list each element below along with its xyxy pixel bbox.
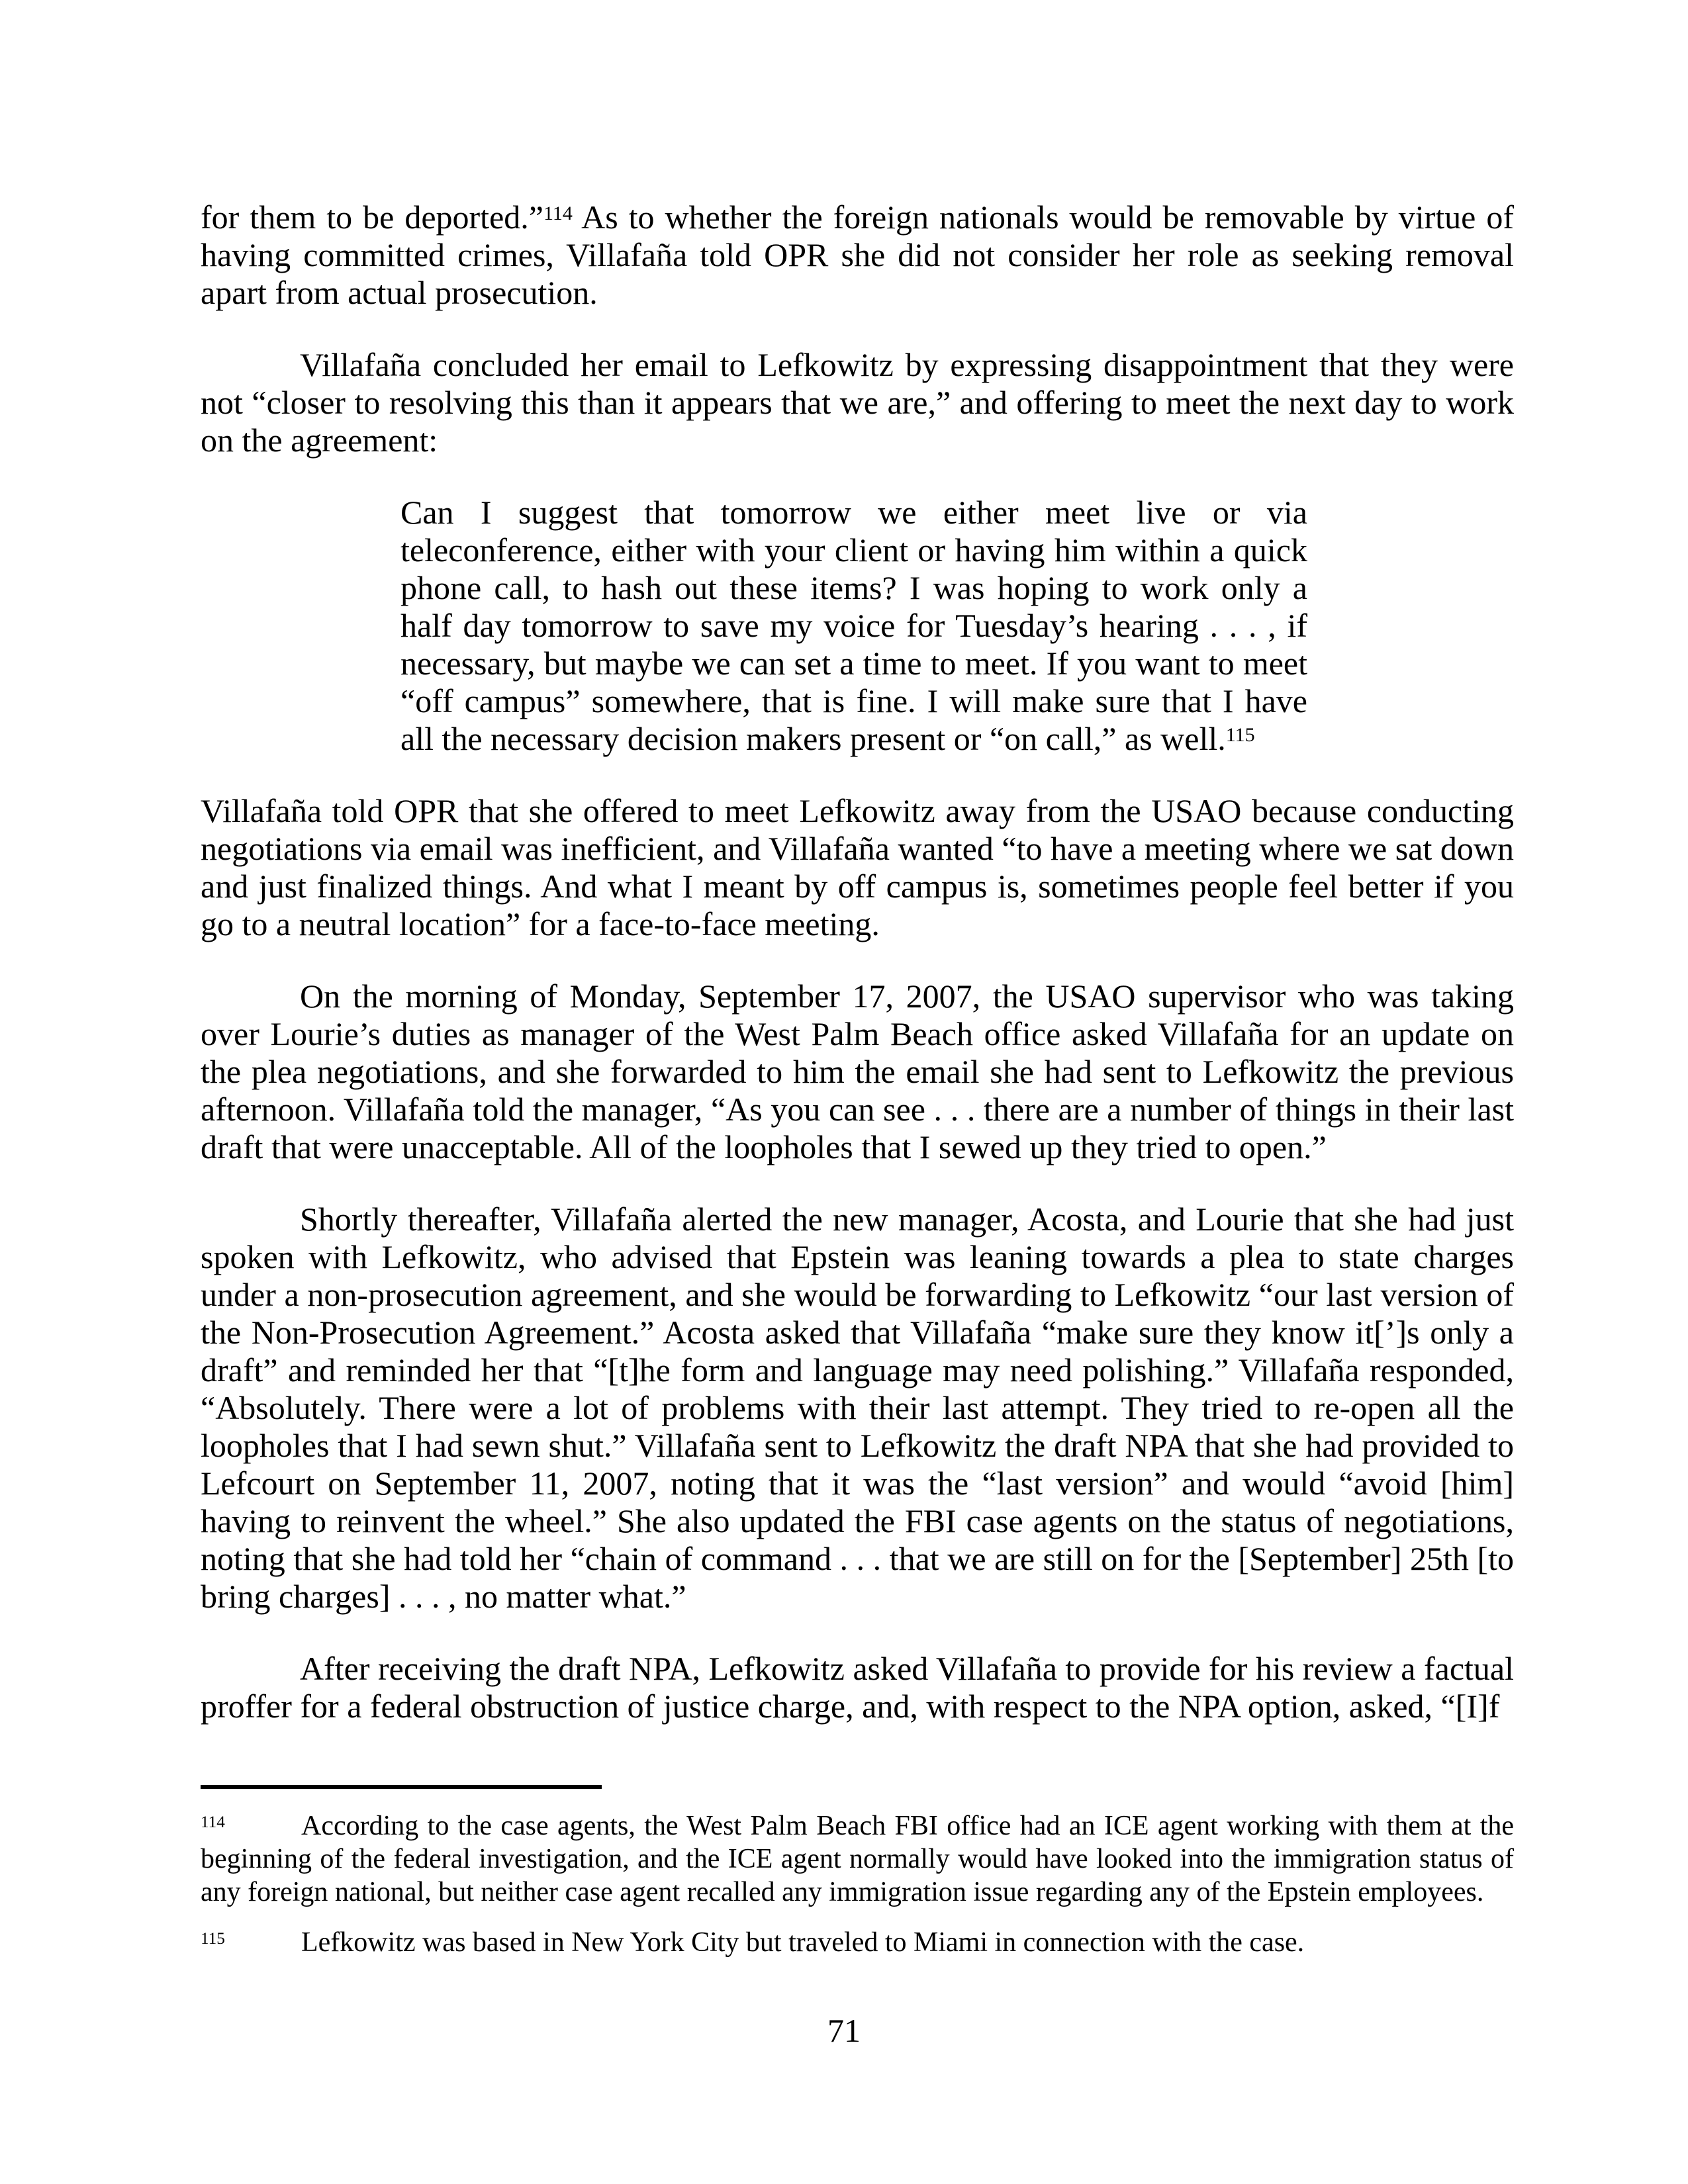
paragraph: On the morning of Monday, September 17, 2007, the USAO supervisor who was taking over Lourie’s duties as manager of the West Palm Beach office asked Villafaña for an update on the plea negotiations, and she forwarded to him the email she had sent to Lefkowitz the previous afternoon. Villafaña told the manager, “As you can see . . . there are a number of things in their last draft that were unacceptable. All of the loopholes that I sewed up they tried to open.” bbox=[201, 978, 1514, 1165]
page-number: 71 bbox=[827, 2012, 861, 2049]
footnote-area bbox=[201, 1785, 1514, 1959]
paragraph: Villafaña concluded her email to Lefkowitz by expressing disappointment that they were not “closer to resolving this than it appears that we are,” and offering to meet the next day to work on the agreement: bbox=[201, 346, 1514, 459]
footnote-marker bbox=[201, 1809, 301, 1843]
footnote-number: 115 bbox=[201, 1929, 225, 1948]
footnote bbox=[201, 1809, 1514, 1909]
body-text bbox=[201, 199, 1514, 1725]
paragraph: Villafaña told OPR that she offered to meet Lefkowitz away from the USAO because conducting negotiations via email was inefficient, and Villafaña wanted “to have a meeting where we sat down and just finalized things. And what I meant by off campus is, sometimes people feel better if you go to a neutral location” for a face-to-face meeting. bbox=[201, 792, 1514, 942]
footnote-text: According to the case agents, the West Palm Beach FBI office had an ICE agent working with them at the beginning of the federal investigation, and the ICE agent normally would have looked into the immigration status of any foreign national, but neither case agent recalled any immigration issue regarding any of the Epstein employees. bbox=[201, 1811, 1514, 1907]
footnote-number: 114 bbox=[201, 1813, 225, 1831]
footnote-text: Lefkowitz was based in New York City but traveled to Miami in connection with the case. bbox=[301, 1927, 1305, 1958]
footnote-marker bbox=[201, 1926, 301, 1959]
footnote-reference: 115 bbox=[1225, 723, 1255, 746]
footnotes bbox=[201, 1809, 1514, 1959]
block-quote: Can I suggest that tomorrow we either meet live or via teleconference, either with your client or having him within a quick phone call, to hash out these items? I was hoping to work only a half day tomorrow to save my voice for Tuesday’s hearing . . . , if necessary, but maybe we can set a time to meet. If you want to meet “off campus” somewhere, that is fine. I will make sure that I have all the necessary decision makers present or “on call,” as well.$^{115}$ bbox=[400, 494, 1307, 757]
footnote bbox=[201, 1926, 1514, 1959]
paragraph: Shortly thereafter, Villafaña alerted the new manager, Acosta, and Lourie that she had just spoken with Lefkowitz, who advised that Epstein was leaning towards a plea to state charges under a non-prosecution agreement, and she would be forwarding to Lefkowitz “our last version of the Non-Prosecution Agreement.” Acosta asked that Villafaña “make sure they know it[’]s only a draft” and reminded her that “[t]he form and language may need polishing.” Villafaña responded, “Absolutely. There were a lot of problems with their last attempt. They tried to re-open all the loopholes that I had sewn shut.” Villafaña sent to Lefkowitz the draft NPA that she had provided to Lefcourt on September 11, 2007, noting that it was the “last version” and would “avoid [him] having to reinvent the wheel.” She also updated the FBI case agents on the status of negotiations, noting that she had told her “chain of command . . . that we are still on for the [September] 25th [to bring charges] . . . , no matter what.” bbox=[201, 1201, 1514, 1615]
paragraph: for them to be deported.”$^{114}$ As to whether the foreign nationals would be removable by virtue of having committed crimes, Villafaña told OPR she did not consider her role as seeking removal apart from actual prosecution. bbox=[201, 199, 1515, 311]
footnote-separator bbox=[201, 1785, 602, 1789]
footnote-reference: 114 bbox=[543, 202, 573, 224]
paragraph: After receiving the draft NPA, Lefkowitz asked Villafaña to provide for his review a factual proffer for a federal obstruction of justice charge, and, with respect to the NPA option, asked, “[I]f bbox=[201, 1650, 1514, 1725]
